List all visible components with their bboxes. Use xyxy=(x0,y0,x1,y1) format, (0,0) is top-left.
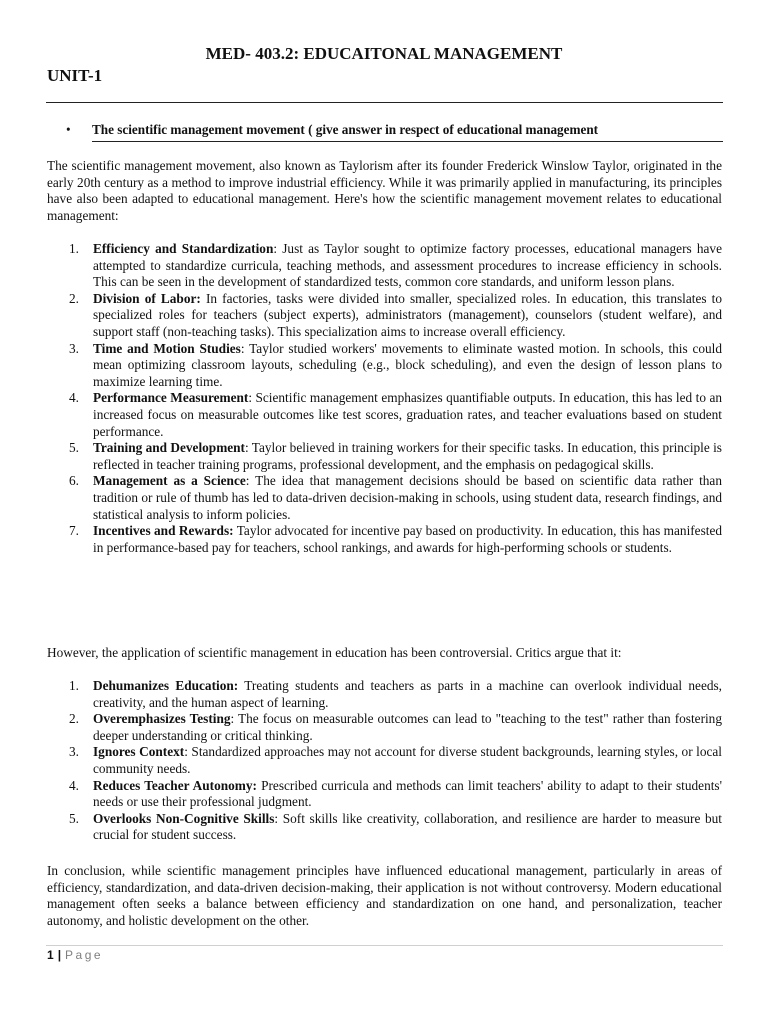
footer-separator: | xyxy=(57,948,62,962)
topic-underline xyxy=(92,141,723,142)
list-item: 3. Time and Motion Studies: Taylor studied workers' movements to eliminate wasted motion. In schools, this could mean optimizing classroom layouts, scheduling (e.g., block scheduling), and even the design of lesson plans to maximize learning time. xyxy=(69,340,722,389)
topic-heading xyxy=(66,122,726,138)
unit-heading: UNIT-1 xyxy=(47,66,103,85)
conclusion-paragraph: In conclusion, while scientific management principles have influenced educational management, particularly in areas of efficiency, standardization, and data-driven decision-making, their application is not without controversy. Modern educational management often seeks a balance between efficiency and standardization on one hand, and personalization, teacher autonomy, and holistic development on the other. xyxy=(47,863,722,928)
topic-heading-text: The scientific management movement ( give answer in respect of educational management xyxy=(92,122,599,137)
intro-paragraph: The scientific management movement, also known as Taylorism after its founder Frederick Winslow Taylor, originated in the early 20th century as a method to improve industrial efficiency. While it was primarily applied in manufacturing, its principles have also been adapted to educational management. Here's how the scientific management movement relates to educational management: xyxy=(47,158,722,223)
however-paragraph: However, the application of scientific management in education has been controversial. Critics argue that it: xyxy=(47,645,622,660)
document-title: MED- 403.2: EDUCAITONAL MANAGEMENT xyxy=(205,44,563,63)
footer-divider xyxy=(46,945,723,946)
list-item: 5. Overlooks Non-Cognitive Skills: Soft skills like creativity, collaboration, and resilience are harder to measure but crucial for student success. xyxy=(69,810,722,843)
list-item: 2. Division of Labor: In factories, tasks were divided into smaller, specialized roles. In education, this translates to specialized roles for teachers (subject experts), administrators (management), counselors (student welfare), and support staff (non-teaching tasks). This specialization aims to increase overall efficiency. xyxy=(69,290,723,339)
principles-list xyxy=(47,241,722,556)
list-item: 4. Reduces Teacher Autonomy: Prescribed curricula and methods can limit teachers' ability to adapt to their students' needs or use their professional judgment. xyxy=(69,777,722,810)
bullet-icon: • xyxy=(66,122,71,137)
page-label: Page xyxy=(65,948,104,962)
list-item: 1. Dehumanizes Education: Treating students and teachers as parts in a machine can overlook individual needs, creativity, and the human aspect of learning. xyxy=(69,678,722,710)
criticisms-list xyxy=(47,678,722,844)
page-number: 1 xyxy=(47,948,54,962)
list-item: 6. Management as a Science: The idea that management decisions should be based on scientific data rather than tradition or rule of thumb has led to data-driven decision-making in schools, using student data, research findings, and statistical analysis to inform policies. xyxy=(69,473,722,522)
list-item: 5. Training and Development: Taylor believed in training workers for their specific tasks. In education, this principle is reflected in teacher training programs, professional development, and the emphasis on pedagogical skills. xyxy=(69,440,722,472)
list-item: 1. Efficiency and Standardization: Just as Taylor sought to optimize factory processes, educational managers have attempted to standardize curricula, teaching methods, and assessment procedures to increase efficiency in schools. This can be seen in the development of standardized tests, common core standards, and uniform lesson plans. xyxy=(69,241,722,290)
list-item: 4. Performance Measurement: Scientific management emphasizes quantifiable outputs. In education, this has led to an increased focus on measurable outcomes like test scores, graduation rates, and teacher evaluations based on student performance. xyxy=(69,390,722,439)
header-divider xyxy=(46,102,723,103)
list-item: 2. Overemphasizes Testing: The focus on measurable outcomes can lead to "teaching to the test" rather than fostering deeper understanding or critical thinking. xyxy=(69,711,722,743)
list-item: 3. Ignores Context: Standardized approaches may not account for diverse student backgrounds, learning styles, or local community needs. xyxy=(69,744,723,776)
page-footer xyxy=(47,948,103,962)
list-item: 7. Incentives and Rewards: Taylor advocated for incentive pay based on productivity. In education, this has manifested in performance-based pay for teachers, school rankings, and awards for high-performing schools or students. xyxy=(69,523,723,555)
